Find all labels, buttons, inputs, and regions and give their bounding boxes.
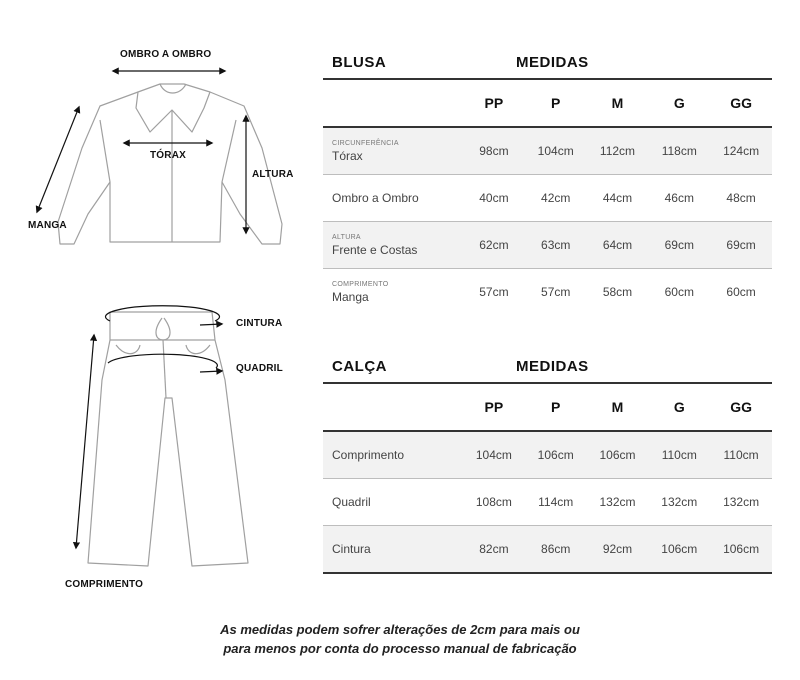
row-label: Quadril bbox=[332, 495, 371, 509]
label-quadril: QUADRIL bbox=[236, 363, 283, 374]
size-header: PP bbox=[484, 399, 504, 415]
row-sublabel: CIRCUNFERÊNCIA bbox=[332, 139, 399, 147]
size-header: PP bbox=[484, 95, 504, 111]
row-sublabel: COMPRIMENTO bbox=[332, 280, 389, 288]
table-cell: 69cm bbox=[664, 238, 694, 252]
table-cell: 98cm bbox=[479, 144, 509, 158]
table-cell: 46cm bbox=[664, 191, 694, 205]
blusa-table bbox=[323, 42, 772, 315]
table-cell: 48cm bbox=[726, 191, 756, 205]
size-header: G bbox=[673, 399, 685, 415]
row-sublabel: ALTURA bbox=[332, 233, 361, 241]
calca-table-header bbox=[323, 346, 772, 384]
label-cintura: CINTURA bbox=[236, 318, 283, 329]
table-cell: 44cm bbox=[602, 191, 633, 205]
table-row bbox=[323, 432, 772, 479]
row-label: Cintura bbox=[332, 542, 371, 556]
footnote bbox=[0, 620, 800, 658]
size-header: P bbox=[551, 95, 561, 111]
size-header: G bbox=[673, 95, 685, 111]
label-ombro: OMBRO A OMBRO bbox=[120, 49, 212, 60]
label-manga: MANGA bbox=[28, 220, 67, 231]
size-header: M bbox=[611, 95, 624, 111]
table-cell: 104cm bbox=[475, 448, 512, 462]
table-row bbox=[323, 222, 772, 269]
table-cell: 106cm bbox=[537, 448, 574, 462]
table-cell: 118cm bbox=[661, 144, 697, 158]
table-cell: 62cm bbox=[479, 238, 509, 252]
table-cell: 112cm bbox=[599, 144, 636, 158]
table-row bbox=[323, 526, 772, 574]
table-cell: 124cm bbox=[723, 144, 760, 158]
blusa-measures-label: MEDIDAS bbox=[516, 54, 589, 71]
size-header: GG bbox=[730, 399, 752, 415]
table-cell: 57cm bbox=[541, 285, 571, 299]
calca-title: CALÇA bbox=[332, 358, 387, 375]
table-cell: 40cm bbox=[479, 191, 509, 205]
pants-drawing bbox=[88, 312, 248, 566]
calca-table bbox=[323, 346, 772, 574]
blusa-sizes-row bbox=[323, 80, 772, 128]
size-header: GG bbox=[730, 95, 752, 111]
table-row bbox=[323, 128, 772, 175]
table-cell: 106cm bbox=[723, 542, 760, 556]
table-row bbox=[323, 269, 772, 315]
table-cell: 69cm bbox=[726, 238, 756, 252]
size-header: M bbox=[611, 399, 624, 415]
table-cell: 110cm bbox=[723, 448, 759, 462]
garment-illustration bbox=[0, 0, 320, 600]
footnote-line-2: para menos por conta do processo manual de fabricação bbox=[223, 641, 577, 656]
table-cell: 63cm bbox=[541, 238, 571, 252]
table-cell: 114cm bbox=[538, 495, 574, 509]
table-row bbox=[323, 479, 772, 526]
label-comprimento: COMPRIMENTO bbox=[65, 579, 144, 590]
table-cell: 106cm bbox=[661, 542, 698, 556]
table-cell: 92cm bbox=[602, 542, 633, 556]
row-label: Frente e Costas bbox=[332, 242, 418, 257]
table-cell: 60cm bbox=[664, 285, 694, 299]
table-cell: 57cm bbox=[479, 285, 509, 299]
row-label: Ombro a Ombro bbox=[332, 191, 419, 205]
table-cell: 58cm bbox=[602, 285, 633, 299]
label-altura: ALTURA bbox=[252, 169, 294, 180]
shirt-drawing bbox=[58, 84, 282, 244]
table-cell: 64cm bbox=[602, 238, 633, 252]
label-torax: TÓRAX bbox=[150, 150, 186, 161]
row-label: Tórax bbox=[332, 148, 363, 163]
table-cell: 132cm bbox=[661, 495, 698, 509]
table-cell: 104cm bbox=[537, 144, 574, 158]
table-cell: 86cm bbox=[541, 542, 571, 556]
table-cell: 108cm bbox=[475, 495, 512, 509]
footnote-line-1: As medidas podem sofrer alterações de 2cm para mais ou bbox=[220, 622, 580, 637]
calca-measures-label: MEDIDAS bbox=[516, 358, 589, 375]
blusa-table-header bbox=[323, 42, 772, 80]
calca-sizes-row bbox=[323, 384, 772, 432]
size-header: P bbox=[551, 399, 561, 415]
table-cell: 110cm bbox=[661, 448, 697, 462]
row-label: Manga bbox=[332, 289, 369, 304]
table-row bbox=[323, 175, 772, 222]
blusa-title: BLUSA bbox=[332, 54, 387, 71]
table-cell: 132cm bbox=[599, 495, 636, 509]
table-cell: 132cm bbox=[723, 495, 760, 509]
table-cell: 60cm bbox=[726, 285, 756, 299]
table-cell: 106cm bbox=[599, 448, 636, 462]
table-cell: 82cm bbox=[479, 542, 509, 556]
row-label: Comprimento bbox=[332, 448, 405, 462]
table-cell: 42cm bbox=[541, 191, 571, 205]
